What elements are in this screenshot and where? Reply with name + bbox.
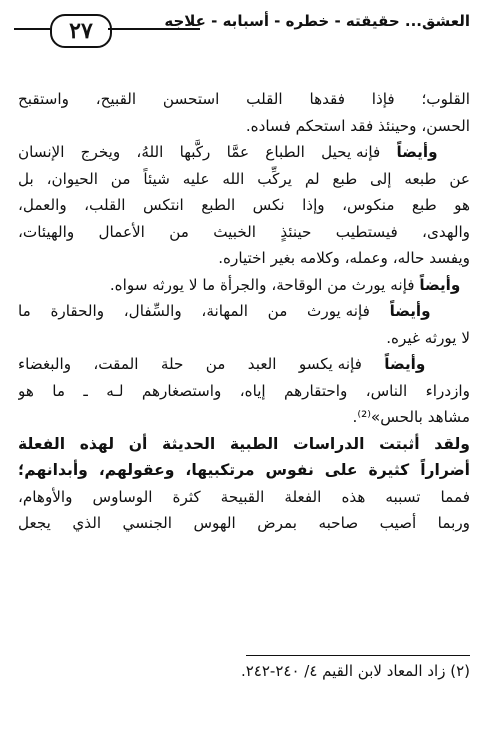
- text-span: فإنه يورث من المهانة، والسِّفال، والحقارة ما: [18, 302, 370, 320]
- text-line: [18, 298, 470, 325]
- text-line: وربما أصيب صاحبه بمرض الهوس الجنسي الذي يجعل: [18, 514, 470, 532]
- paragraph-keyword: وأيضاً: [389, 302, 431, 320]
- footnote: (٢) زاد المعاد لابن القيم ٤/ ٢٤٠-٢٤٢.: [240, 662, 470, 680]
- text-span: فإنه يحيل الطباع عمَّا ركَّبها اللهُ، ويخرج الإنسان: [18, 143, 381, 161]
- paragraph-keyword: وأيضاً: [396, 143, 438, 161]
- text-line: [18, 272, 470, 299]
- text-line: القلوب؛ فإذا فقدها القلب استحسن القبيح، واستقبح: [18, 90, 470, 108]
- page-header: [14, 6, 470, 60]
- text-line: الحسن، وحينئذ فقد استحكم فساده.: [245, 116, 470, 135]
- paragraph-keyword: وأيضاً: [384, 355, 426, 373]
- footnote-separator: [246, 655, 470, 656]
- text-line: [18, 139, 470, 166]
- text-span: فإنه يكسو العبد من حلة المقت، والبغضاء: [18, 355, 362, 373]
- text-line: وازدراء الناس، واحتقارهم إياه، واستصغارهم لـه ـ ما هو: [18, 381, 470, 400]
- running-title: العشق... حقيقته - خطره - أسبابه - علاجه: [164, 12, 470, 30]
- paragraph-keyword: وأيضاً: [419, 275, 461, 294]
- text-line: [18, 351, 470, 378]
- page-number: ٢٧: [50, 14, 112, 48]
- text-line: عن طبعه إلى طبع لم يركِّب الله عليه شيئاً من الحيوان، بل: [18, 169, 470, 188]
- text-line: مشاهد بالحس»⁽²⁾.: [352, 408, 470, 426]
- page-body: [18, 86, 470, 537]
- text-line: والهدى، فيستطيب حينئذٍ الخبيث من الأعمال والهيئات،: [18, 222, 470, 241]
- text-line: فمما تسببه هذه الفعلة القبيحة كثرة الوساوس والأوهام،: [18, 487, 470, 506]
- text-span: فإنه يورث من الوقاحة، والجرأة ما لا يورثه سواه.: [109, 275, 415, 294]
- bold-line: أضراراً كثيرة على نفوس مرتكبيها، وعقولهم، وأبدانهم؛: [18, 461, 470, 479]
- text-line: ويفسد حاله، وعمله، وكلامه بغير اختياره.: [218, 249, 470, 267]
- text-line: لا يورثه غيره.: [386, 328, 470, 347]
- text-line: هو طبع منكوس، وإذا نكس الطبع انتكس القلب، والعمل،: [18, 196, 470, 214]
- header-rule-left: [14, 28, 50, 30]
- bold-line: ولقد أثبتت الدراسات الطبية الحديثة أن لهذه الفعلة: [18, 434, 470, 453]
